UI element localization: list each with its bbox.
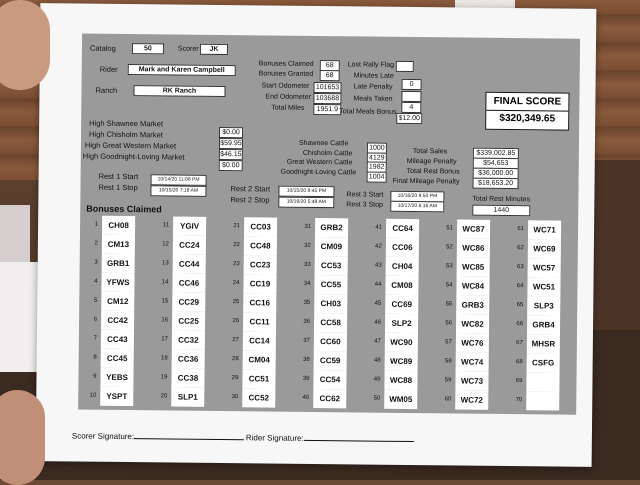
bonus-cell [368, 390, 438, 410]
bonus-code: CC51 [242, 369, 275, 388]
bonus-cell [85, 292, 155, 312]
bonus-number: 57 [445, 339, 452, 346]
bonus-number: 58 [444, 358, 452, 365]
bonus-number: 50 [373, 395, 381, 402]
bonus-number: 18 [160, 355, 168, 362]
bonuses-claimed-label: Bonuses Claimed [258, 60, 314, 68]
bonus-number: 31 [304, 223, 312, 230]
bonus-code: SLP3 [527, 296, 560, 315]
bonus-code: WC72 [455, 390, 488, 409]
total-rest-bonus-label: Total Rest Bonus [406, 167, 460, 176]
bonus-cell [370, 238, 440, 258]
bonus-number: 35 [303, 299, 311, 306]
rider-value: Mark and Karen Campbell [128, 64, 236, 76]
bonus-code: CH08 [102, 216, 135, 235]
bonus-code: GRB2 [315, 218, 348, 237]
final-score-label: FINAL SCORE [493, 95, 562, 108]
bonus-code: CC64 [386, 219, 419, 238]
side-paper [0, 205, 30, 265]
bonus-number: 16 [161, 317, 169, 324]
bonus-cell [227, 331, 297, 351]
bonus-number: 11 [162, 222, 170, 229]
scorer-label: Scorer [177, 45, 199, 53]
bonus-cell [440, 314, 510, 334]
bonus-code: GRB4 [527, 315, 560, 334]
bonus-number: 54 [445, 282, 453, 289]
bonus-code: CC60 [314, 332, 347, 351]
rest1-start-value: 10/14/20 11:08 PM [151, 174, 207, 186]
bonus-cell [155, 387, 225, 407]
bonus-code: SLP2 [385, 314, 418, 333]
bonus-cell [441, 238, 511, 258]
bonus-code: CM13 [102, 235, 135, 254]
bonus-code: CC23 [244, 255, 277, 274]
bonus-code: CC54 [313, 370, 346, 389]
bonus-number: 59 [444, 377, 452, 384]
ranch-label: Ranch [95, 85, 118, 95]
rest1-stop-value: 10/15/20 7:18 AM [150, 185, 206, 197]
bonus-code: WC86 [457, 238, 490, 257]
end-odometer-value: 103688 [313, 93, 341, 104]
bonus-code: CC62 [313, 389, 346, 408]
bonus-number: 1 [94, 221, 99, 228]
bonus-number: 2 [94, 240, 98, 247]
bonus-code: CC52 [242, 388, 275, 407]
bonus-number: 43 [374, 262, 382, 269]
bonus-number: 53 [445, 263, 453, 270]
bonus-cell [368, 371, 438, 391]
bonus-code: CM04 [243, 350, 276, 369]
score-sheet [78, 34, 580, 415]
bonus-cell [441, 219, 511, 239]
bonus-number: 34 [303, 280, 311, 287]
bonus-code: CC44 [173, 255, 206, 274]
final-score-box [485, 92, 569, 131]
bonus-number: 69 [515, 378, 523, 385]
lost-rally-flag-label: Lost Rally Flag [347, 61, 395, 69]
bonus-cell [84, 368, 154, 388]
bonus-number: 51 [446, 225, 454, 232]
rest2-start-label: Rest 2 Start [230, 184, 271, 194]
bonus-cell [157, 235, 227, 255]
bonus-code: CC42 [101, 311, 134, 330]
bonus-code: CH04 [386, 257, 419, 276]
late-penalty-value [401, 91, 421, 102]
total-rest-bonus-value: $36,000.00 [473, 168, 519, 179]
bonus-code: WC84 [456, 276, 489, 295]
bonus-cell [156, 330, 226, 350]
total-meals-bonus-label: Total Meals Bonus [339, 108, 397, 116]
bonus-code: CC43 [101, 330, 134, 349]
bonus-code: CC36 [172, 349, 205, 368]
bonus-cell [228, 217, 298, 237]
bonus-code: MHSR [527, 334, 560, 353]
bonus-code: CC25 [172, 311, 205, 330]
bonus-cell [369, 314, 439, 334]
bonus-cell [156, 311, 226, 331]
rider-signature-label: Rider Signature: [245, 433, 304, 443]
bonus-code: SLP1 [171, 387, 204, 406]
bonus-cell [512, 220, 582, 240]
market-chisholm-label: High Chisholm Market [88, 129, 163, 140]
bonus-cell [226, 388, 296, 408]
bonus-number: 13 [161, 260, 169, 267]
bonus-cell [227, 350, 297, 370]
bonus-number: 26 [232, 318, 240, 325]
market-goodnight-label: High Goodnight-Loving Market [82, 151, 185, 162]
cattle-goodnight-label: Goodnight-Loving Cattle [280, 168, 357, 177]
bonus-number: 49 [373, 376, 381, 383]
scorer-signature-label: Scorer Signature: [71, 431, 135, 442]
bonus-code: WC76 [456, 333, 489, 352]
bonus-number: 14 [161, 279, 169, 286]
cattle-goodnight-value: 1004 [367, 172, 387, 183]
bonus-code: WC73 [455, 371, 488, 390]
bonus-code: WC74 [456, 352, 489, 371]
bonus-number: 66 [516, 321, 524, 328]
bonus-code: CC06 [386, 238, 419, 257]
bonus-cell [227, 274, 297, 294]
cattle-shawnee-label: Shawnee Cattle [298, 139, 349, 148]
bonuses-claimed-heading: Bonuses Claimed [86, 203, 162, 215]
bonus-cell [369, 333, 439, 353]
bonus-number: 4 [94, 278, 98, 285]
bonus-number: 9 [93, 373, 97, 380]
bonus-cell [157, 216, 227, 236]
lost-rally-flag-value [396, 61, 414, 72]
bonus-cell [439, 371, 509, 391]
bonus-cell [369, 295, 439, 315]
bonus-column [299, 218, 369, 404]
bonus-cell [228, 236, 298, 256]
market-goodnight-value: $0.00 [219, 160, 243, 171]
bonus-cell [298, 351, 368, 371]
final-mileage-penalty-label: Final Mileage Penalty [392, 177, 460, 186]
bonus-number: 55 [445, 301, 453, 308]
bonus-code: CC14 [243, 331, 276, 350]
bonus-code [526, 391, 559, 410]
bonus-code: WC88 [384, 371, 417, 390]
bonus-number: 22 [233, 242, 240, 249]
bonus-cell [510, 391, 580, 411]
bonus-code: YSPT [100, 387, 133, 406]
bonus-column [441, 219, 511, 405]
bonus-code [526, 372, 559, 391]
bonus-cell [441, 257, 511, 277]
cattle-chisholm-value: 4129 [367, 153, 387, 164]
bonus-column [512, 220, 582, 404]
bonus-cell [297, 389, 367, 409]
total-sales-value: $339,002.85 [473, 148, 519, 159]
rest1-start-label: Rest 1 Start [98, 171, 139, 182]
bonus-cell [85, 349, 155, 369]
market-great-western-value: $46.15 [219, 149, 243, 160]
bonus-number: 25 [232, 299, 240, 306]
minutes-late-label: Minutes Late [353, 72, 394, 80]
bonus-number: 61 [517, 226, 525, 233]
score-sheet-paper [36, 3, 597, 467]
bonus-number: 40 [302, 394, 310, 401]
catalog-value: 50 [132, 43, 164, 54]
bonus-code: CC48 [244, 236, 277, 255]
bonus-code: CC03 [244, 217, 277, 236]
bonus-code: YGIV [173, 217, 206, 236]
rider-signature [246, 431, 414, 444]
catalog-label: Catalog [89, 43, 116, 53]
bonus-number: 24 [232, 280, 240, 287]
bonus-code: GRB3 [456, 295, 489, 314]
bonus-number: 33 [303, 261, 311, 268]
bonus-cell [440, 352, 510, 372]
cattle-shawnee-value: 1000 [367, 143, 387, 154]
bonus-number: 38 [302, 356, 310, 363]
bonus-cell [369, 276, 439, 296]
bonus-cell [511, 277, 581, 297]
bonus-cell [298, 294, 368, 314]
rest1-stop-label: Rest 1 Stop [98, 182, 138, 193]
bonus-code: YEBS [100, 368, 133, 387]
bonus-number: 19 [160, 374, 168, 381]
bonus-code: CM12 [101, 292, 134, 311]
market-chisholm-value: $59.95 [219, 138, 243, 149]
bonus-code: WC69 [528, 239, 561, 258]
bonus-column [228, 217, 298, 403]
total-rest-minutes-label: Total Rest Minutes [472, 195, 531, 204]
bonus-code: CC53 [315, 256, 348, 275]
bonus-cell [227, 312, 297, 332]
bonus-number: 17 [161, 336, 168, 343]
bonus-number: 41 [375, 224, 383, 231]
side-paper-stack [0, 262, 38, 372]
bonus-column [370, 219, 440, 405]
bonus-cell [156, 292, 226, 312]
bonus-code: WC85 [457, 257, 490, 276]
bonus-number: 45 [374, 300, 382, 307]
bonus-code: CSFG [527, 353, 560, 372]
bonus-number: 63 [516, 264, 524, 271]
bonus-number: 37 [303, 337, 310, 344]
bonus-number: 47 [374, 338, 381, 345]
bonus-code: WC87 [457, 219, 490, 238]
bonus-cell [511, 353, 581, 373]
bonus-number: 52 [446, 244, 453, 251]
bonus-number: 60 [444, 396, 452, 403]
bonus-number: 64 [516, 283, 524, 290]
bonus-number: 32 [304, 242, 311, 249]
bonus-cell [86, 235, 156, 255]
bonus-code: YFWS [101, 273, 134, 292]
bonus-cell [298, 332, 368, 352]
cattle-great-western-label: Great Western Cattle [286, 158, 353, 167]
bonus-cell [157, 254, 227, 274]
bonus-cell [440, 276, 510, 296]
bonus-number: 7 [93, 335, 97, 342]
total-meals-bonus-value: $12.00 [396, 113, 422, 124]
thumb [0, 0, 50, 90]
start-odometer-label: Start Odometer [261, 82, 310, 90]
scorer-signature-line[interactable] [134, 430, 244, 440]
bonus-cell [155, 368, 225, 388]
bonus-code: CC69 [385, 295, 418, 314]
bonus-cell [227, 293, 297, 313]
bonus-code: CC46 [172, 274, 205, 293]
bonus-cell [511, 334, 581, 354]
bonus-code: CC11 [243, 312, 276, 331]
total-miles-value: 1951.9 [313, 104, 341, 115]
bonus-number: 5 [93, 297, 98, 304]
scorer-value: JK [200, 44, 228, 55]
bonus-cell [299, 218, 369, 238]
bonus-cell [511, 315, 581, 335]
bonus-cell [512, 258, 582, 278]
rest3-start-label: Rest 3 Start [346, 191, 384, 199]
bonus-number: 6 [93, 316, 98, 323]
bonus-cell [370, 219, 440, 239]
bonus-code: CC55 [314, 275, 347, 294]
bonus-cell [85, 311, 155, 331]
bonus-cell [228, 255, 298, 275]
bonus-cell [226, 369, 296, 389]
bonus-number: 8 [93, 354, 97, 361]
bonus-cell [298, 313, 368, 333]
bonus-number: 12 [162, 241, 169, 248]
bonus-code: WC90 [385, 333, 418, 352]
rest2-start-value: 10/15/20 8:45 PM [278, 186, 334, 198]
bonus-code: CC19 [243, 274, 276, 293]
bonus-number: 20 [160, 393, 168, 400]
bonus-code: WC51 [527, 277, 560, 296]
bonus-number: 21 [233, 223, 241, 230]
meals-taken-value: 4 [401, 102, 421, 113]
bonus-number: 29 [231, 375, 239, 382]
bonus-cell [511, 296, 581, 316]
bonus-code: CC58 [314, 313, 347, 332]
bonus-number: 56 [445, 320, 453, 327]
rider-label: Rider [99, 64, 118, 74]
bonus-number: 48 [373, 357, 381, 364]
bonus-number: 10 [89, 392, 97, 399]
bonus-number: 42 [375, 243, 382, 250]
bonus-code: CM09 [315, 237, 348, 256]
bonus-code: CC45 [101, 349, 134, 368]
bonus-cell [512, 239, 582, 259]
mileage-penalty-label: Mileage Penalty [406, 157, 457, 166]
bonus-number: 15 [161, 298, 169, 305]
scorer-signature [72, 429, 244, 442]
bonus-code: WC71 [528, 220, 561, 239]
bonus-cell [298, 275, 368, 295]
late-penalty-label: Late Penalty [353, 83, 393, 91]
cattle-great-western-value: 1982 [367, 162, 387, 173]
bonus-number: 68 [515, 359, 523, 366]
bonus-code: WC89 [385, 352, 418, 371]
bonus-cell [439, 390, 509, 410]
final-score-value: $320,349.65 [486, 110, 568, 125]
bonus-cell [86, 216, 156, 236]
bonus-number: 23 [232, 261, 240, 268]
bonus-cell [85, 273, 155, 293]
bonus-number: 27 [232, 337, 239, 344]
rest3-stop-value: 10/17/20 6:16 AM [390, 201, 444, 213]
bonus-code: WM05 [384, 390, 417, 409]
market-great-western-label: High Great Western Market [84, 140, 177, 151]
bonus-code: GRB1 [102, 254, 135, 273]
rest2-stop-label: Rest 2 Stop [230, 195, 270, 205]
thumb [0, 390, 45, 485]
bonus-number: 30 [231, 394, 239, 401]
bonus-number: 28 [231, 356, 239, 363]
bonus-code: CC24 [173, 236, 206, 255]
meals-taken-label: Meals Taken [353, 95, 393, 103]
bonuses-claimed-value: 68 [320, 60, 340, 71]
bonus-number: 70 [515, 397, 523, 404]
bonus-cell [297, 370, 367, 390]
start-odometer-value: 101653 [313, 82, 341, 93]
bonus-number: 62 [517, 245, 524, 252]
bonus-number: 46 [374, 319, 382, 326]
bonus-cell [85, 330, 155, 350]
market-shawnee-label: High Shawnee Market [89, 118, 163, 129]
total-miles-label: Total Miles [271, 104, 305, 112]
ranch-value: RK Ranch [133, 85, 225, 97]
end-odometer-label: End Odometer [265, 93, 312, 101]
final-mileage-penalty-value: $18,653.20 [472, 178, 518, 189]
cattle-chisholm-label: Chisholm Cattle [302, 149, 353, 158]
bonus-code: CC38 [171, 368, 204, 387]
bonus-cell [156, 273, 226, 293]
bonus-cell [440, 295, 510, 315]
bonus-code: CC32 [172, 330, 205, 349]
bonus-code: CC16 [243, 293, 276, 312]
bonus-code: CC59 [314, 351, 347, 370]
bonus-cell [370, 257, 440, 277]
rest2-stop-value: 10/16/20 5:48 AM [278, 197, 334, 209]
bonus-column [86, 216, 156, 402]
minutes-late-value: 0 [402, 79, 422, 90]
bonus-code: CH03 [314, 294, 347, 313]
bonus-column [157, 216, 227, 402]
bonus-cell [440, 333, 510, 353]
bonus-cell [84, 387, 154, 407]
mileage-penalty-value: $54,653 [473, 158, 519, 169]
market-shawnee-value: $0.00 [219, 127, 243, 138]
bonus-code: WC82 [456, 314, 489, 333]
bonus-number: 67 [516, 340, 523, 347]
bonus-number: 3 [94, 259, 98, 266]
bonus-code: WC57 [528, 258, 561, 277]
bonus-cell [510, 372, 580, 392]
bonus-cell [299, 256, 369, 276]
total-sales-label: Total Sales [412, 148, 448, 156]
rest3-start-value: 10/16/20 9:50 PM [390, 191, 444, 203]
bonus-cell [299, 237, 369, 257]
bonuses-granted-label: Bonuses Granted [258, 70, 314, 78]
bonus-number: 36 [303, 318, 311, 325]
bonus-cell [86, 254, 156, 274]
bonus-cell [369, 352, 439, 372]
rest3-stop-label: Rest 3 Stop [346, 201, 383, 209]
bonus-code: CM08 [385, 276, 418, 295]
bonus-code: CC29 [172, 292, 205, 311]
bonus-cell [156, 349, 226, 369]
bonus-number: 39 [302, 375, 310, 382]
bonus-number: 44 [374, 281, 382, 288]
bonuses-granted-value: 68 [320, 70, 340, 81]
bonus-number: 65 [516, 302, 524, 309]
rider-signature-line[interactable] [304, 432, 414, 442]
total-rest-minutes-value: 1440 [472, 205, 530, 217]
